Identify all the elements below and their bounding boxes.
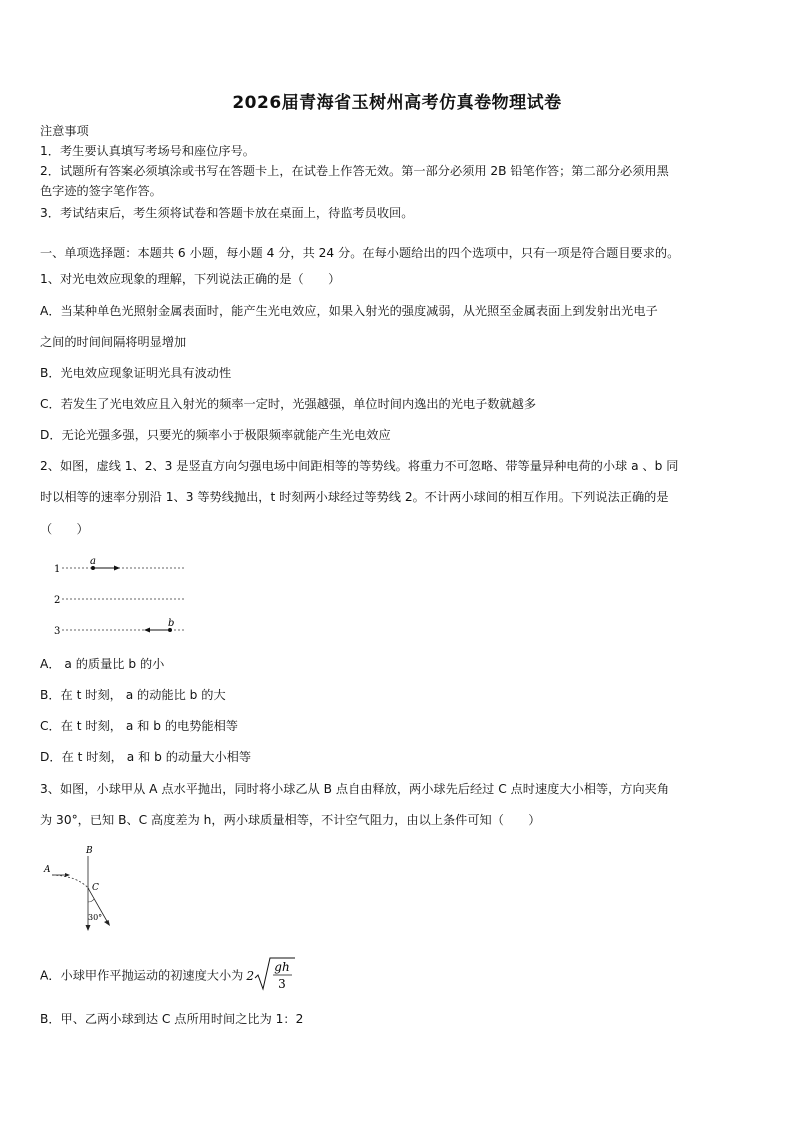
q2-option-c: C．在 t 时刻， a 和 b 的电势能相等 <box>40 719 238 733</box>
q2-option-d: D．在 t 时刻， a 和 b 的动量大小相等 <box>40 750 252 764</box>
q1-option-b: B．光电效应现象证明光具有波动性 <box>40 366 232 380</box>
q3-fig-angle-label: 30° <box>88 913 103 922</box>
notice-item-1: 1．考生要认真填写考场号和座位序号。 <box>40 144 255 158</box>
page-title: 2026届青海省玉树州高考仿真卷物理试卷 <box>232 93 562 113</box>
q2-stem-line3: （ ） <box>40 522 89 536</box>
q2-stem-line2: 时以相等的速率分别沿 1、3 等势线抛出，t 时刻两小球经过等势线 2。不计两小球间的相互作用。下列说法正确的是 <box>40 490 669 504</box>
notice-heading: 注意事项 <box>40 124 89 138</box>
arrowhead-free-fall <box>86 925 91 931</box>
sqrt-denominator: 3 <box>278 977 286 991</box>
q3-stem-line1: 3、如图，小球甲从 A 点水平抛出，同时将小球乙从 B 点自由释放，两小球先后经过 C 点时速度大小相等，方向夹角 <box>40 782 670 796</box>
q3-fig-label-C: C <box>92 883 99 893</box>
q2-fig-label-b: b <box>168 618 175 629</box>
q3-option-b: B．甲、乙两小球到达 C 点所用时间之比为 1：2 <box>40 1012 304 1026</box>
q3-figure <box>40 842 120 932</box>
arrowhead-b <box>144 628 150 633</box>
sqrt-numerator: gh <box>274 960 290 974</box>
q2-option-a: A． a 的质量比 b 的小 <box>40 657 165 671</box>
notice-item-2: 2．试题所有答案必须填涂或书写在答题卡上，在试卷上作答无效。第一部分必须用 2B 铅笔作答；第二部分必须用黑 <box>40 164 669 178</box>
q3-option-a-text: A．小球甲作平抛运动的初速度大小为 <box>40 968 244 983</box>
notice-item-2-cont: 色字迹的签字笔作答。 <box>40 184 162 198</box>
q2-stem-line1: 2、如图，虚线 1、2、3 是竖直方向匀强电场中间距相等的等势线。将重力不可忽略、带等量异种电荷的小球 a 、b 同 <box>40 459 679 473</box>
q3-option-a <box>40 958 296 994</box>
q1-option-d: D．无论光强多强，只要光的频率小于极限频率就能产生光电效应 <box>40 428 391 442</box>
projectile-path <box>52 875 89 889</box>
q1-option-a: A．当某种单色光照射金属表面时，能产生光电效应，如果入射光的强度减弱，从光照至金属表面上到发射出光电子 <box>40 304 658 318</box>
notice-item-3: 3．考试结束后，考生须将试卷和答题卡放在桌面上，待监考员收回。 <box>40 206 414 220</box>
sqrt-expression <box>254 956 296 992</box>
q1-option-c: C．若发生了光电效应且入射光的频率一定时，光强越强，单位时间内逸出的光电子数就越多 <box>40 397 537 411</box>
q2-fig-label-1: 1 <box>54 564 61 575</box>
q2-fig-label-a: a <box>90 556 96 567</box>
q3-fig-label-B: B <box>86 846 93 856</box>
q2-fig-label-3: 3 <box>54 626 61 637</box>
q3-option-a-coef: 2 <box>246 968 255 983</box>
q2-figure <box>50 555 190 640</box>
q3-fig-label-A: A <box>44 865 51 875</box>
section-heading: 一、单项选择题：本题共 6 小题，每小题 4 分，共 24 分。在每小题给出的四个选项中，只有一项是符合题目要求的。 <box>40 246 680 260</box>
q2-option-b: B．在 t 时刻， a 的动能比 b 的大 <box>40 688 226 702</box>
q1-option-a-cont: 之间的时间间隔将明显增加 <box>40 335 187 349</box>
q3-stem-line2: 为 30°，已知 B、C 高度差为 h，两小球质量相等，不计空气阻力，由以上条件可知（ ） <box>40 813 541 827</box>
q2-fig-label-2: 2 <box>54 595 61 606</box>
q1-stem: 1、对光电效应现象的理解，下列说法正确的是（ ） <box>40 272 341 286</box>
arrowhead-a <box>114 566 120 571</box>
angle-arc <box>88 899 94 902</box>
arrowhead-c <box>104 920 110 926</box>
